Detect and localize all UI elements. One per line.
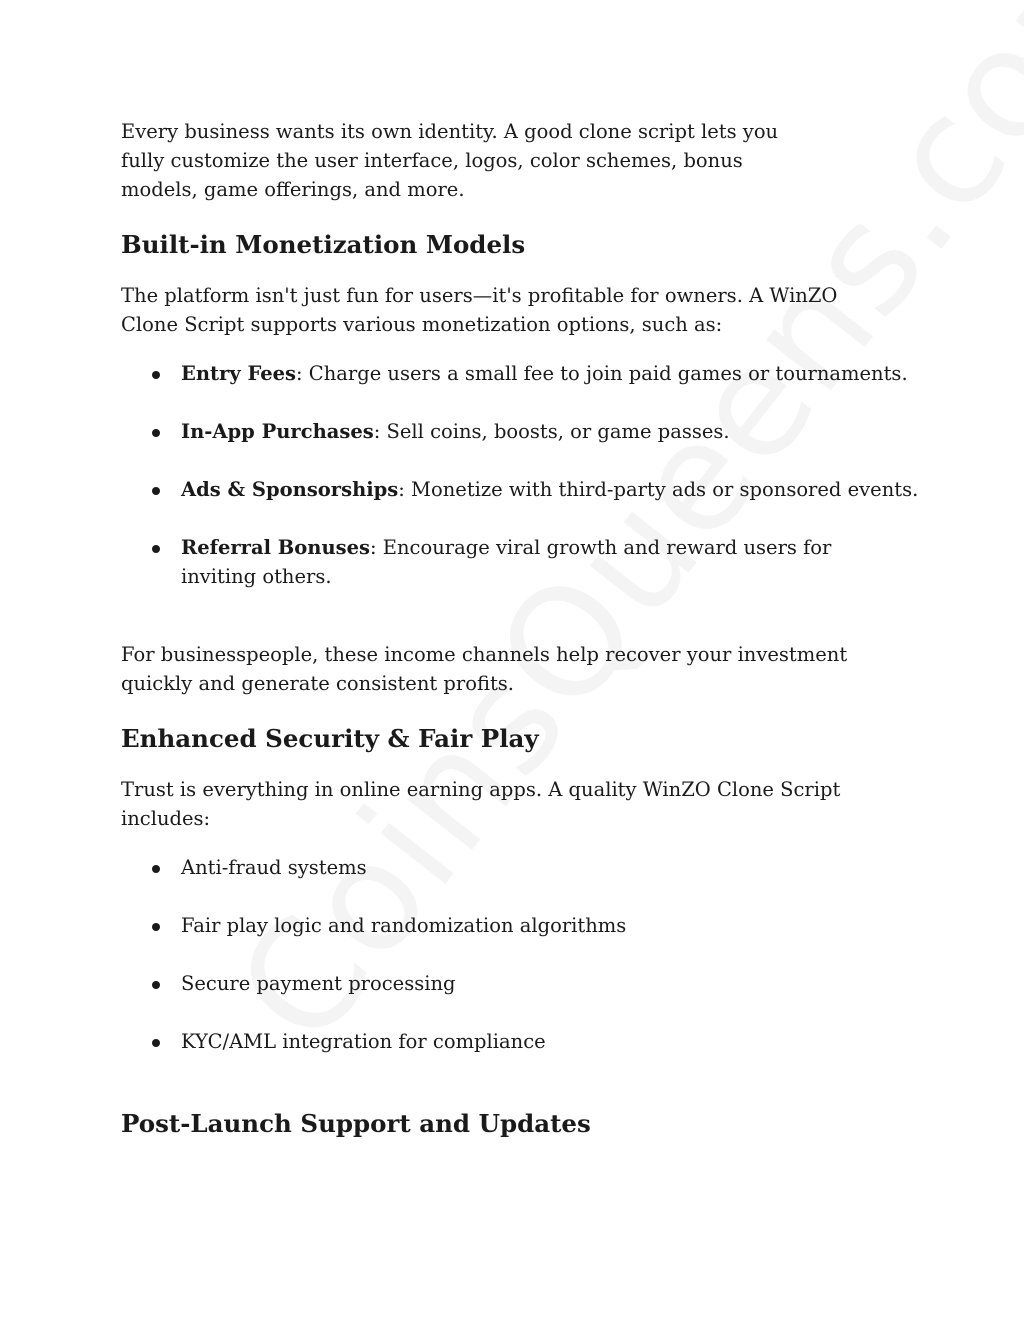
list-item-text: Fair play logic and randomization algorithms: [181, 914, 627, 937]
list-item-term: Ads & Sponsorships: [181, 478, 399, 501]
bullet-icon: [152, 487, 160, 495]
list-item: [121, 911, 921, 940]
bullet-icon: [152, 981, 160, 989]
monetization-intro: The platform isn't just fun for users—it's profitable for owners. A WinZO Clone Script supports various monetization options, such as:: [121, 284, 838, 336]
section-heading-security: Enhanced Security & Fair Play: [121, 724, 539, 753]
list-item: [121, 969, 921, 998]
bullet-icon: [152, 923, 160, 931]
list-item-text: KYC/AML integration for compliance: [181, 1030, 546, 1053]
list-item-term: Referral Bonuses: [181, 536, 370, 559]
list-item-text: Secure payment processing: [181, 972, 456, 995]
bullet-icon: [152, 545, 160, 553]
section-heading-support: Post-Launch Support and Updates: [121, 1109, 591, 1138]
bullet-icon: [152, 371, 160, 379]
list-item-term: In-App Purchases: [181, 420, 374, 443]
document-content: [121, 117, 921, 1140]
list-item-text: : Monetize with third-party ads or sponsored events.: [398, 478, 919, 501]
bullet-icon: [152, 865, 160, 873]
security-intro: Trust is everything in online earning apps. A quality WinZO Clone Script includes:: [121, 778, 841, 830]
bullet-icon: [152, 1039, 160, 1047]
bullet-icon: [152, 429, 160, 437]
list-item: [121, 1027, 921, 1056]
list-item-text: : Encourage viral growth and reward users for inviting others.: [181, 536, 832, 588]
intro-paragraph: Every business wants its own identity. A good clone script lets you fully customize the user interface, logos, color schemes, bonus models, game offerings, and more.: [121, 120, 779, 201]
monetization-list: [121, 359, 921, 591]
list-item: [121, 475, 921, 504]
section-heading-monetization: Built-in Monetization Models: [121, 230, 526, 259]
list-item-text: Anti-fraud systems: [181, 856, 367, 879]
list-item: [121, 417, 921, 446]
list-item-text: : Charge users a small fee to join paid games or tournaments.: [296, 362, 908, 385]
monetization-outro: For businesspeople, these income channels help recover your investment quickly and generate consistent profits.: [121, 643, 848, 695]
list-item: [121, 533, 901, 591]
security-list: [121, 853, 921, 1056]
list-item: [121, 853, 921, 882]
list-item-term: Entry Fees: [181, 362, 297, 385]
list-item: [121, 359, 921, 388]
list-item-text: : Sell coins, boosts, or game passes.: [373, 420, 730, 443]
